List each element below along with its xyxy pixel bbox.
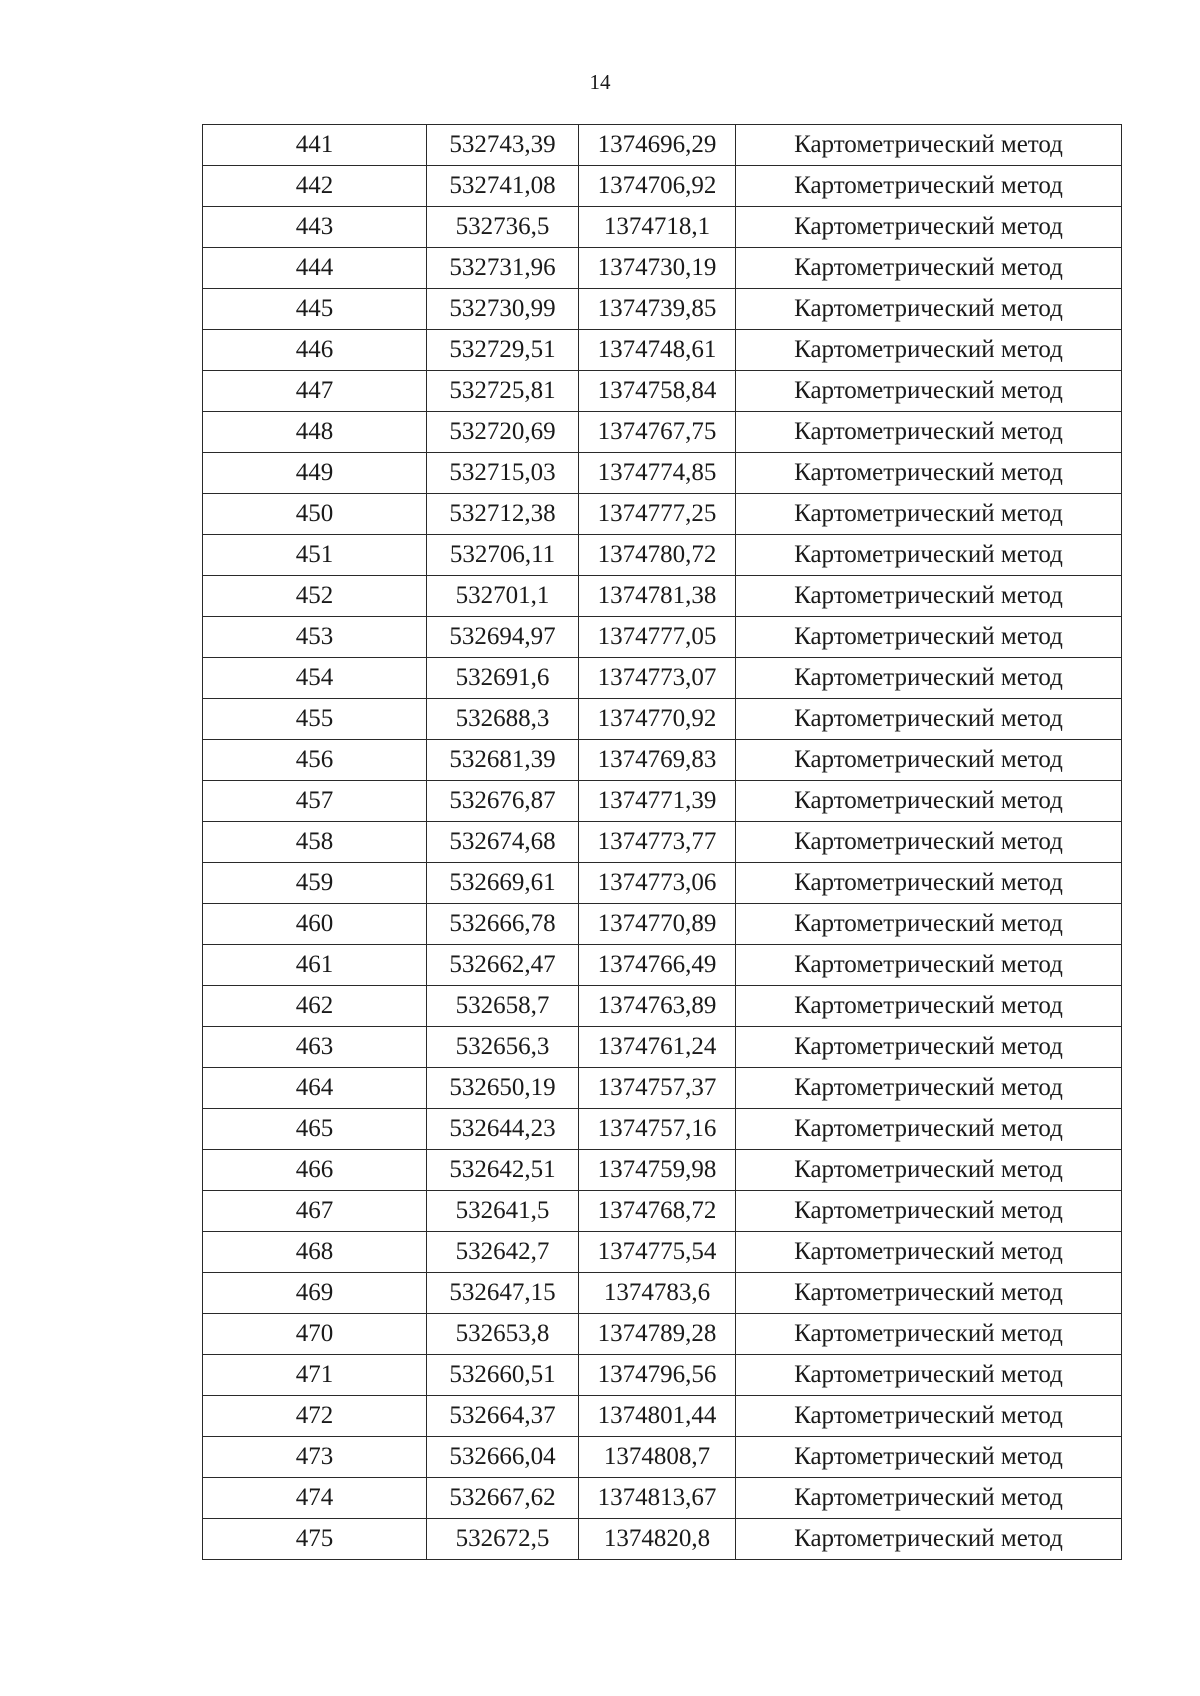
method-cell: Картометрический метод (736, 986, 1122, 1027)
point-number-cell: 461 (203, 945, 427, 986)
x-coordinate-cell: 532694,97 (427, 617, 579, 658)
point-number-cell: 475 (203, 1519, 427, 1560)
table-row (203, 1437, 1122, 1478)
y-coordinate-cell: 1374767,75 (579, 412, 736, 453)
table-row (203, 781, 1122, 822)
y-coordinate-cell: 1374770,92 (579, 699, 736, 740)
point-number-cell: 470 (203, 1314, 427, 1355)
table-row (203, 576, 1122, 617)
method-cell: Картометрический метод (736, 207, 1122, 248)
x-coordinate-cell: 532666,04 (427, 1437, 579, 1478)
point-number-cell: 442 (203, 166, 427, 207)
method-cell: Картометрический метод (736, 1314, 1122, 1355)
table-row (203, 1478, 1122, 1519)
point-number-cell: 474 (203, 1478, 427, 1519)
x-coordinate-cell: 532676,87 (427, 781, 579, 822)
y-coordinate-cell: 1374706,92 (579, 166, 736, 207)
table-row (203, 207, 1122, 248)
method-cell: Картометрический метод (736, 904, 1122, 945)
method-cell: Картометрический метод (736, 166, 1122, 207)
y-coordinate-cell: 1374769,83 (579, 740, 736, 781)
point-number-cell: 445 (203, 289, 427, 330)
y-coordinate-cell: 1374775,54 (579, 1232, 736, 1273)
table-row (203, 904, 1122, 945)
method-cell: Картометрический метод (736, 658, 1122, 699)
table-row (203, 494, 1122, 535)
method-cell: Картометрический метод (736, 576, 1122, 617)
y-coordinate-cell: 1374773,07 (579, 658, 736, 699)
point-number-cell: 454 (203, 658, 427, 699)
x-coordinate-cell: 532669,61 (427, 863, 579, 904)
x-coordinate-cell: 532712,38 (427, 494, 579, 535)
table-row (203, 1314, 1122, 1355)
method-cell: Картометрический метод (736, 863, 1122, 904)
y-coordinate-cell: 1374808,7 (579, 1437, 736, 1478)
point-number-cell: 451 (203, 535, 427, 576)
x-coordinate-cell: 532725,81 (427, 371, 579, 412)
x-coordinate-cell: 532706,11 (427, 535, 579, 576)
x-coordinate-cell: 532674,68 (427, 822, 579, 863)
y-coordinate-cell: 1374813,67 (579, 1478, 736, 1519)
y-coordinate-cell: 1374771,39 (579, 781, 736, 822)
point-number-cell: 463 (203, 1027, 427, 1068)
method-cell: Картометрический метод (736, 289, 1122, 330)
point-number-cell: 469 (203, 1273, 427, 1314)
table-row (203, 535, 1122, 576)
x-coordinate-cell: 532660,51 (427, 1355, 579, 1396)
table-row (203, 1109, 1122, 1150)
table-row (203, 699, 1122, 740)
y-coordinate-cell: 1374801,44 (579, 1396, 736, 1437)
x-coordinate-cell: 532701,1 (427, 576, 579, 617)
y-coordinate-cell: 1374739,85 (579, 289, 736, 330)
table-row (203, 289, 1122, 330)
point-number-cell: 464 (203, 1068, 427, 1109)
y-coordinate-cell: 1374761,24 (579, 1027, 736, 1068)
table-row (203, 1232, 1122, 1273)
y-coordinate-cell: 1374768,72 (579, 1191, 736, 1232)
x-coordinate-cell: 532666,78 (427, 904, 579, 945)
x-coordinate-cell: 532662,47 (427, 945, 579, 986)
table-row (203, 248, 1122, 289)
x-coordinate-cell: 532691,6 (427, 658, 579, 699)
table-row (203, 740, 1122, 781)
method-cell: Картометрический метод (736, 1068, 1122, 1109)
method-cell: Картометрический метод (736, 945, 1122, 986)
point-number-cell: 444 (203, 248, 427, 289)
y-coordinate-cell: 1374796,56 (579, 1355, 736, 1396)
x-coordinate-cell: 532672,5 (427, 1519, 579, 1560)
point-number-cell: 473 (203, 1437, 427, 1478)
table-row (203, 1273, 1122, 1314)
table-row (203, 125, 1122, 166)
x-coordinate-cell: 532641,5 (427, 1191, 579, 1232)
point-number-cell: 452 (203, 576, 427, 617)
y-coordinate-cell: 1374763,89 (579, 986, 736, 1027)
method-cell: Картометрический метод (736, 412, 1122, 453)
method-cell: Картометрический метод (736, 371, 1122, 412)
x-coordinate-cell: 532715,03 (427, 453, 579, 494)
table-row (203, 453, 1122, 494)
y-coordinate-cell: 1374777,25 (579, 494, 736, 535)
x-coordinate-cell: 532647,15 (427, 1273, 579, 1314)
y-coordinate-cell: 1374757,16 (579, 1109, 736, 1150)
method-cell: Картометрический метод (736, 1191, 1122, 1232)
point-number-cell: 456 (203, 740, 427, 781)
x-coordinate-cell: 532681,39 (427, 740, 579, 781)
x-coordinate-cell: 532650,19 (427, 1068, 579, 1109)
method-cell: Картометрический метод (736, 1273, 1122, 1314)
method-cell: Картометрический метод (736, 822, 1122, 863)
method-cell: Картометрический метод (736, 453, 1122, 494)
point-number-cell: 443 (203, 207, 427, 248)
method-cell: Картометрический метод (736, 125, 1122, 166)
y-coordinate-cell: 1374696,29 (579, 125, 736, 166)
y-coordinate-cell: 1374777,05 (579, 617, 736, 658)
table-row (203, 945, 1122, 986)
x-coordinate-cell: 532664,37 (427, 1396, 579, 1437)
point-number-cell: 448 (203, 412, 427, 453)
method-cell: Картометрический метод (736, 1437, 1122, 1478)
x-coordinate-cell: 532688,3 (427, 699, 579, 740)
method-cell: Картометрический метод (736, 781, 1122, 822)
table-row (203, 1519, 1122, 1560)
point-number-cell: 453 (203, 617, 427, 658)
y-coordinate-cell: 1374780,72 (579, 535, 736, 576)
table-row (203, 1396, 1122, 1437)
point-number-cell: 471 (203, 1355, 427, 1396)
y-coordinate-cell: 1374757,37 (579, 1068, 736, 1109)
method-cell: Картометрический метод (736, 1355, 1122, 1396)
y-coordinate-cell: 1374758,84 (579, 371, 736, 412)
method-cell: Картометрический метод (736, 699, 1122, 740)
y-coordinate-cell: 1374781,38 (579, 576, 736, 617)
point-number-cell: 449 (203, 453, 427, 494)
x-coordinate-cell: 532729,51 (427, 330, 579, 371)
x-coordinate-cell: 532730,99 (427, 289, 579, 330)
method-cell: Картометрический метод (736, 1396, 1122, 1437)
page-number: 14 (589, 70, 611, 94)
table-row (203, 986, 1122, 1027)
method-cell: Картометрический метод (736, 1150, 1122, 1191)
point-number-cell: 466 (203, 1150, 427, 1191)
y-coordinate-cell: 1374820,8 (579, 1519, 736, 1560)
method-cell: Картометрический метод (736, 1027, 1122, 1068)
y-coordinate-cell: 1374789,28 (579, 1314, 736, 1355)
method-cell: Картометрический метод (736, 617, 1122, 658)
x-coordinate-cell: 532720,69 (427, 412, 579, 453)
x-coordinate-cell: 532667,62 (427, 1478, 579, 1519)
x-coordinate-cell: 532743,39 (427, 125, 579, 166)
point-number-cell: 441 (203, 125, 427, 166)
table-row (203, 617, 1122, 658)
method-cell: Картометрический метод (736, 1478, 1122, 1519)
x-coordinate-cell: 532741,08 (427, 166, 579, 207)
point-number-cell: 462 (203, 986, 427, 1027)
table-row (203, 330, 1122, 371)
y-coordinate-cell: 1374770,89 (579, 904, 736, 945)
point-number-cell: 465 (203, 1109, 427, 1150)
table-row (203, 658, 1122, 699)
x-coordinate-cell: 532642,51 (427, 1150, 579, 1191)
method-cell: Картометрический метод (736, 1232, 1122, 1273)
coordinates-table-body (203, 125, 1122, 1560)
method-cell: Картометрический метод (736, 494, 1122, 535)
table-row (203, 166, 1122, 207)
method-cell: Картометрический метод (736, 740, 1122, 781)
table-row (203, 1027, 1122, 1068)
y-coordinate-cell: 1374766,49 (579, 945, 736, 986)
point-number-cell: 472 (203, 1396, 427, 1437)
table-row (203, 822, 1122, 863)
y-coordinate-cell: 1374718,1 (579, 207, 736, 248)
point-number-cell: 458 (203, 822, 427, 863)
point-number-cell: 459 (203, 863, 427, 904)
point-number-cell: 447 (203, 371, 427, 412)
table-row (203, 1150, 1122, 1191)
x-coordinate-cell: 532653,8 (427, 1314, 579, 1355)
table-row (203, 1068, 1122, 1109)
x-coordinate-cell: 532736,5 (427, 207, 579, 248)
point-number-cell: 450 (203, 494, 427, 535)
table-row (203, 1355, 1122, 1396)
method-cell: Картометрический метод (736, 1519, 1122, 1560)
y-coordinate-cell: 1374748,61 (579, 330, 736, 371)
point-number-cell: 457 (203, 781, 427, 822)
method-cell: Картометрический метод (736, 1109, 1122, 1150)
x-coordinate-cell: 532644,23 (427, 1109, 579, 1150)
y-coordinate-cell: 1374774,85 (579, 453, 736, 494)
x-coordinate-cell: 532658,7 (427, 986, 579, 1027)
point-number-cell: 468 (203, 1232, 427, 1273)
y-coordinate-cell: 1374773,77 (579, 822, 736, 863)
table-row (203, 412, 1122, 453)
y-coordinate-cell: 1374773,06 (579, 863, 736, 904)
point-number-cell: 460 (203, 904, 427, 945)
y-coordinate-cell: 1374783,6 (579, 1273, 736, 1314)
method-cell: Картометрический метод (736, 248, 1122, 289)
x-coordinate-cell: 532656,3 (427, 1027, 579, 1068)
table-row (203, 863, 1122, 904)
y-coordinate-cell: 1374759,98 (579, 1150, 736, 1191)
x-coordinate-cell: 532642,7 (427, 1232, 579, 1273)
point-number-cell: 455 (203, 699, 427, 740)
point-number-cell: 446 (203, 330, 427, 371)
coordinates-table (202, 124, 1122, 1560)
table-row (203, 371, 1122, 412)
x-coordinate-cell: 532731,96 (427, 248, 579, 289)
y-coordinate-cell: 1374730,19 (579, 248, 736, 289)
point-number-cell: 467 (203, 1191, 427, 1232)
method-cell: Картометрический метод (736, 535, 1122, 576)
method-cell: Картометрический метод (736, 330, 1122, 371)
table-row (203, 1191, 1122, 1232)
